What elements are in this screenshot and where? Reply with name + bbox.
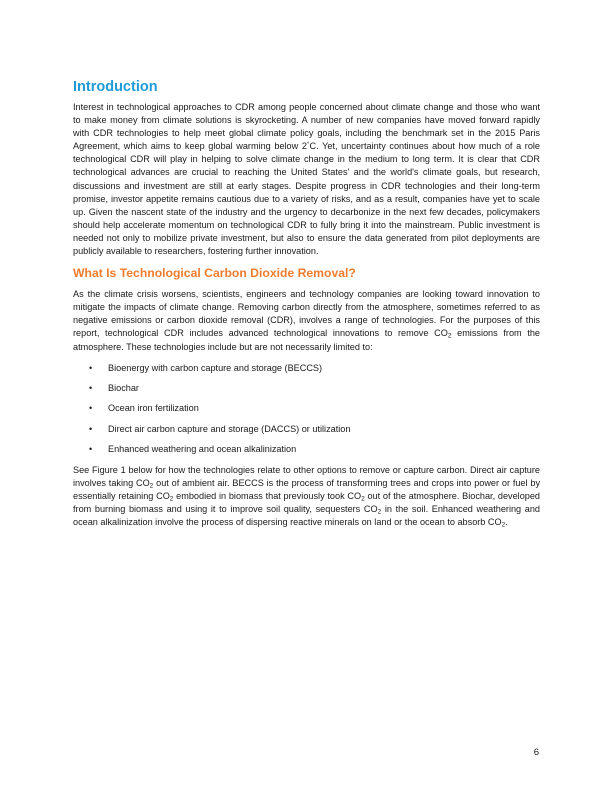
explanation-text-part-4: out of the atmosphere. Biochar, developed from burning biomass and using it to improve soil quality, sequesters CO — [73, 490, 540, 514]
subscript-2: 2 — [361, 495, 365, 503]
bullet-icon: • — [89, 444, 93, 455]
subscript-2: 2 — [169, 495, 174, 503]
degree-symbol: ° — [306, 141, 310, 149]
explanation-text-part-1: See Figure 1 below for how the technologies relate to other options to remove or capture carbon. Direct air capture involves taking CO — [73, 464, 540, 488]
list-item-text: Enhanced weathering and ocean alkalinization — [108, 444, 297, 455]
explanation-text-part-2: out of ambient air. BECCS is the process of transforming trees and crops into power or fuel by essentially retaining CO — [73, 477, 541, 501]
list-item-text: Ocean iron fertilization — [108, 403, 199, 414]
introduction-paragraph — [73, 101, 540, 258]
subscript-2: 2 — [149, 482, 154, 490]
subscript-2: 2 — [377, 508, 382, 516]
page-content — [73, 78, 540, 537]
list-item — [73, 443, 540, 456]
what-is-cdr-heading: What Is Technological Carbon Dioxide Removal? — [73, 266, 356, 281]
bullet-icon: • — [89, 423, 93, 434]
subscript-2: 2 — [447, 332, 452, 340]
explanation-text-part-5: in the soil. Enhanced weathering and ocean alkalinization involve the process of dispersing reactive minerals on land or the ocean to absorb CO — [73, 503, 540, 527]
bullet-icon: • — [89, 403, 93, 414]
list-item-text: Biochar — [108, 382, 139, 393]
intro-text-part-1: Interest in technological approaches to CDR among people concerned about climate change and those who want to make money from climate solutions is skyrocketing. A number of new companies have moved forward rapidly with CDR technologies to help meet global climate policy goals, including the benchmark set in the 2015 Paris Agreement, which aims to keep global warming below 2 — [73, 102, 540, 152]
bullet-icon: • — [89, 362, 93, 373]
introduction-heading: Introduction — [73, 79, 158, 95]
list-item-text: Bioenergy with carbon capture and storage (BECCS) — [108, 362, 323, 373]
list-item — [73, 402, 540, 415]
explanation-text-part-3: embodied in biomass that previously took CO — [173, 490, 362, 501]
what-is-cdr-paragraph — [73, 288, 540, 353]
what-is-text-part-1: As the climate crisis worsens, scientists, engineers and technology companies are looking toward innovation to mitigate the impacts of climate change. Removing carbon directly from the atmosphere, sometimes referred to as negative emissions or carbon dioxide removal (CDR), involves a range of technologies. For the purposes of this report, technological CDR includes advanced technological innovations to remove CO — [73, 289, 540, 339]
bullet-icon: • — [89, 382, 93, 393]
intro-text-part-2: C. Yet, uncertainty continues about how much of a role technological CDR will play in helping to solve climate change in the medium to long term. It is clear that CDR technological advances are crucial to reaching the United States' and the world's climate goals, but research, discussions and investment are still at early stages. Despite progress in CDR technologies and their long-term promise, investor appetite remains cautious due to a variety of risks, and as a result, companies have yet to scale up. Given the nascent state of the industry and the urgency to decarbonize in the next few decades, policymakers should help accelerate momentum on technological CDR to fully bring it into the mainstream. Public investment is needed not only to mobilize private investment, but also to ensure the data generated from pilot deployments are publicly available to researchers, fostering further innovation. — [73, 141, 540, 257]
explanation-text-part-6: . — [505, 516, 508, 527]
technologies-explanation-paragraph — [73, 464, 540, 529]
what-is-text-part-2: emissions from the atmosphere. These technologies include but are not necessarily limited to: — [73, 328, 541, 352]
list-item — [73, 382, 540, 395]
list-item — [73, 423, 540, 436]
technology-list — [73, 362, 540, 457]
subscript-2: 2 — [501, 521, 506, 529]
list-item-text: Direct air carbon capture and storage (DACCS) or utilization — [108, 423, 351, 434]
page-number: 6 — [533, 747, 539, 758]
list-item — [73, 362, 540, 375]
